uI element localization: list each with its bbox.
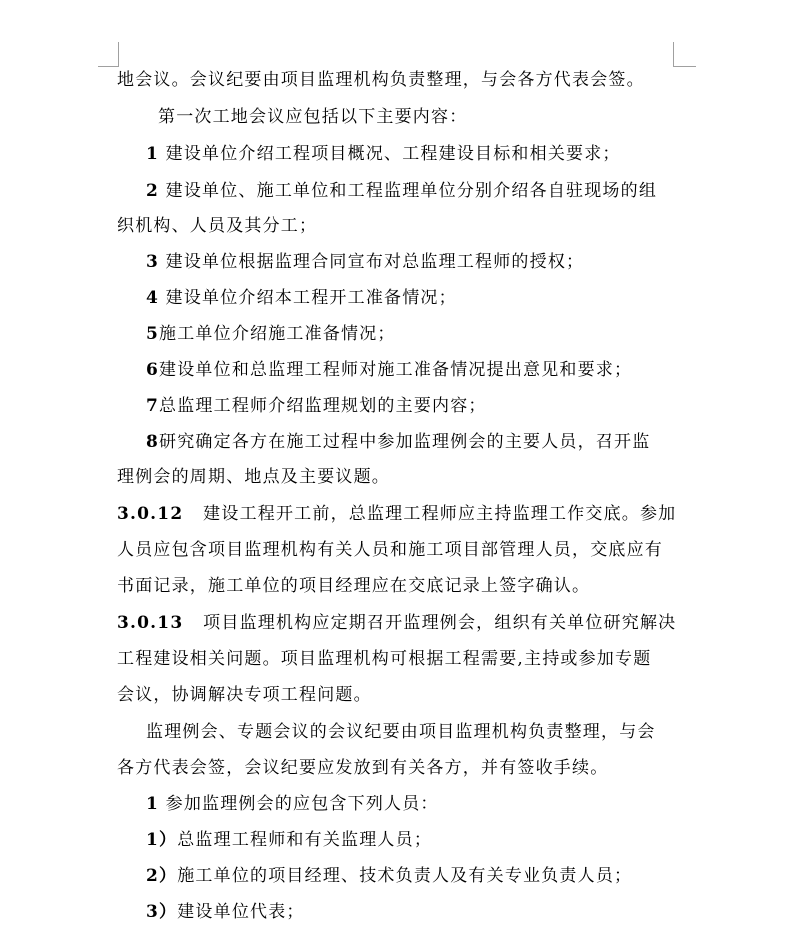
text-line — [146, 140, 621, 168]
item-number: 3.0.13 — [117, 613, 184, 633]
text-line — [146, 320, 396, 348]
text-line — [146, 356, 632, 384]
item-text: 总监理工程师介绍监理规划的主要内容； — [159, 396, 487, 416]
text-line: 人员应包含项目监理机构有关人员和施工项目部管理人员，交底应有 — [117, 540, 663, 560]
text-line — [146, 248, 584, 276]
item-text: 施工单位介绍施工准备情况； — [159, 324, 396, 344]
text-line: 各方代表会签，会议纪要应发放到有关各方，并有签收手续。 — [117, 758, 609, 778]
text-line: 第一次工地会议应包括以下主要内容： — [158, 107, 468, 127]
item-number: 7 — [146, 396, 160, 416]
item-number: 3） — [146, 902, 178, 922]
text-line: 会议，协调解决专项工程问题。 — [117, 685, 372, 705]
item-text: 建设单位介绍工程项目概况、工程建设目标和相关要求； — [159, 144, 621, 164]
crop-mark-top-right — [673, 42, 696, 67]
item-number: 2） — [146, 866, 178, 886]
item-number: 1 — [146, 144, 160, 164]
item-number: 1 — [146, 794, 160, 814]
item-number: 5 — [146, 324, 160, 344]
text-line: 理例会的周期、地点及主要议题。 — [117, 467, 390, 487]
item-text: 参加监理例会的应包含下列人员： — [159, 794, 439, 814]
item-text: 总监理工程师和有关监理人员； — [177, 830, 433, 850]
text-line — [146, 428, 650, 456]
text-line — [146, 177, 657, 205]
item-text: 研究确定各方在施工过程中参加监理例会的主要人员，召开监 — [159, 432, 651, 452]
item-text: 建设单位介绍本工程开工准备情况； — [159, 288, 457, 308]
item-number: 4 — [146, 288, 160, 308]
item-text: 建设工程开工前，总监理工程师应主持监理工作交底。参加 — [183, 504, 677, 524]
item-text: 建设单位和总监理工程师对施工准备情况提出意见和要求； — [159, 360, 633, 380]
item-number: 3.0.12 — [117, 504, 184, 524]
text-line — [146, 392, 487, 420]
item-text: 建设单位代表； — [177, 902, 305, 922]
item-text: 施工单位的项目经理、技术负责人及有关专业负责人员； — [177, 866, 633, 886]
text-line — [146, 790, 439, 818]
text-line: 地会议。会议纪要由项目监理机构负责整理，与会各方代表会签。 — [117, 70, 645, 90]
text-line: 监理例会、专题会议的会议纪要由项目监理机构负责整理，与会 — [146, 722, 656, 742]
text-line — [117, 609, 676, 637]
item-number: 3 — [146, 252, 160, 272]
text-line: 工程建设相关问题。项目监理机构可根据工程需要,主持或参加专题 — [117, 649, 652, 669]
item-text: 建设单位根据监理合同宣布对总监理工程师的授权； — [159, 252, 585, 272]
item-number: 8 — [146, 432, 160, 452]
item-number: 1） — [146, 830, 178, 850]
item-text: 项目监理机构应定期召开监理例会，组织有关单位研究解决 — [183, 613, 677, 633]
text-line: 织机构、人员及其分工； — [117, 216, 318, 236]
text-line — [146, 862, 632, 890]
text-line — [117, 500, 676, 528]
item-number: 6 — [146, 360, 160, 380]
text-line: 书面记录，施工单位的项目经理应在交底记录上签字确认。 — [117, 576, 591, 596]
text-line — [146, 826, 432, 854]
text-line — [146, 284, 457, 312]
item-text: 建设单位、施工单位和工程监理单位分别介绍各自驻现场的组 — [159, 181, 658, 201]
item-number: 2 — [146, 181, 160, 201]
crop-mark-top-left — [98, 42, 119, 67]
text-line — [146, 898, 305, 926]
